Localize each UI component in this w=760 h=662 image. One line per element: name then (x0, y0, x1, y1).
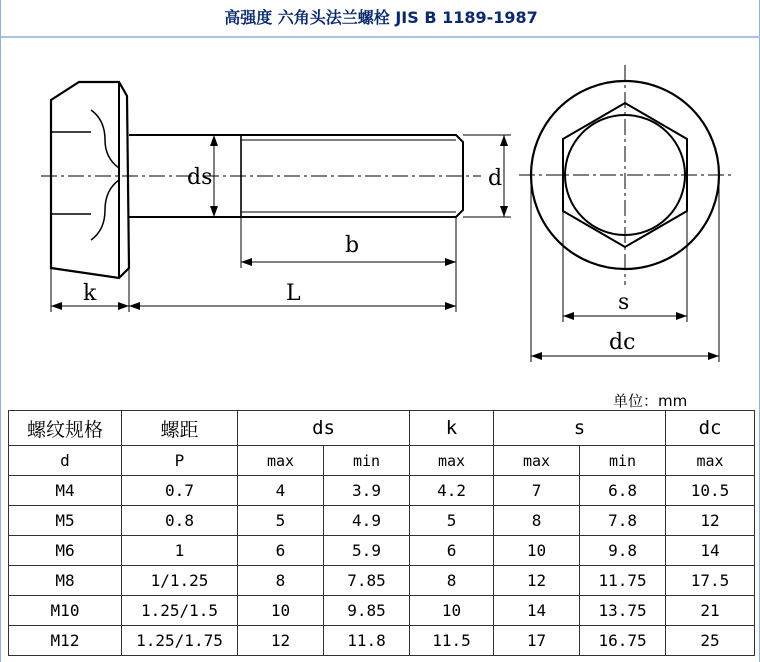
s-label: s (618, 290, 630, 315)
table-row (9, 596, 755, 626)
header-thread-spec: 螺纹规格 (9, 411, 122, 446)
table-cell: 1.25/1.75 (122, 626, 238, 656)
header-ds-max: max (238, 446, 324, 476)
table-cell: 12 (494, 566, 580, 596)
table-cell: 12 (238, 626, 324, 656)
table-cell: M10 (9, 596, 122, 626)
table-cell: 1/1.25 (122, 566, 238, 596)
table-cell: 0.8 (122, 506, 238, 536)
header-row-1 (9, 411, 755, 446)
table-cell: 8 (238, 566, 324, 596)
dc-label: dc (609, 330, 636, 355)
table-cell: 4 (238, 476, 324, 506)
table-cell: 7.8 (580, 506, 666, 536)
table-row (9, 536, 755, 566)
table-cell: 5 (410, 506, 494, 536)
table-cell: M6 (9, 536, 122, 566)
table-cell: 7 (494, 476, 580, 506)
table-cell: 10 (410, 596, 494, 626)
table-cell: 11.75 (580, 566, 666, 596)
table-cell: 10.5 (666, 476, 755, 506)
table-cell: M4 (9, 476, 122, 506)
table-cell: 4.9 (324, 506, 410, 536)
ds-label: ds (187, 165, 213, 190)
bolt-head-side (51, 82, 129, 278)
table-cell: 17.5 (666, 566, 755, 596)
unit-label: 单位：mm (613, 392, 688, 410)
table-cell: 4.2 (410, 476, 494, 506)
table-cell: 16.75 (580, 626, 666, 656)
page-title: 高强度 六角头法兰螺栓 JIS B 1189-1987 (224, 8, 538, 27)
table-cell: M8 (9, 566, 122, 596)
header-p: P (122, 446, 238, 476)
header-k: k (410, 411, 494, 446)
table-cell: 8 (410, 566, 494, 596)
table-cell: 25 (666, 626, 755, 656)
table-row (9, 506, 755, 536)
table-cell: 9.85 (324, 596, 410, 626)
header-pitch: 螺距 (122, 411, 238, 446)
table-cell: 9.8 (580, 536, 666, 566)
table-cell: 17 (494, 626, 580, 656)
table-cell: 12 (666, 506, 755, 536)
header-ds-min: min (324, 446, 410, 476)
table-cell: 6 (238, 536, 324, 566)
table-cell: 3.9 (324, 476, 410, 506)
table-cell: 11.8 (324, 626, 410, 656)
header-dc: dc (666, 411, 755, 446)
table-cell: 7.85 (324, 566, 410, 596)
table-cell: 1 (122, 536, 238, 566)
table-cell: 8 (494, 506, 580, 536)
L-label: L (286, 281, 301, 306)
table-cell: 10 (494, 536, 580, 566)
bolt-technical-drawing (1, 40, 760, 385)
table-cell: 5.9 (324, 536, 410, 566)
table-cell: 1.25/1.5 (122, 596, 238, 626)
header-ds: ds (238, 411, 410, 446)
table-cell: M12 (9, 626, 122, 656)
header-s-max: max (494, 446, 580, 476)
table-row (9, 566, 755, 596)
table-cell: 5 (238, 506, 324, 536)
table-cell: M5 (9, 506, 122, 536)
k-label: k (83, 281, 97, 306)
spec-table (8, 410, 755, 656)
table-cell: 14 (494, 596, 580, 626)
title-divider (1, 36, 760, 38)
table-cell: 6 (410, 536, 494, 566)
table-cell: 11.5 (410, 626, 494, 656)
header-dc-max: max (666, 446, 755, 476)
header-k-max: max (410, 446, 494, 476)
header-s-min: min (580, 446, 666, 476)
d-label: d (488, 166, 503, 191)
header-s: s (494, 411, 666, 446)
header-d: d (9, 446, 122, 476)
table-cell: 10 (238, 596, 324, 626)
table-row (9, 476, 755, 506)
table-cell: 0.7 (122, 476, 238, 506)
table-cell: 13.75 (580, 596, 666, 626)
b-label: b (345, 233, 360, 258)
table-row (9, 626, 755, 656)
table-cell: 6.8 (580, 476, 666, 506)
header-row-2 (9, 446, 755, 476)
table-cell: 21 (666, 596, 755, 626)
table-cell: 14 (666, 536, 755, 566)
